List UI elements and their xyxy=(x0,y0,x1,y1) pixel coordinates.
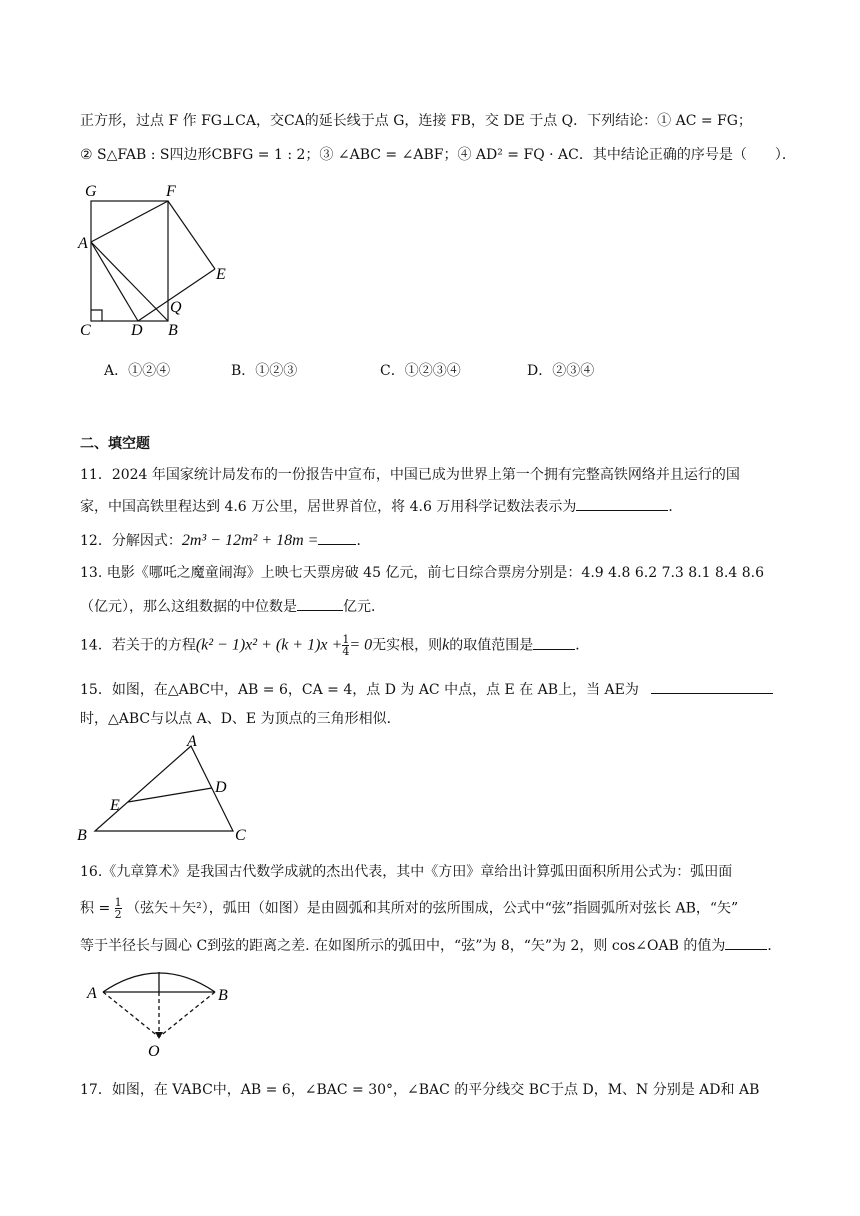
q10-label-b: B xyxy=(168,322,178,339)
q15-line1 xyxy=(80,679,773,699)
q10-line1: 正方形，过点 F 作 FG⊥CA，交CA的延长线于点 G，连接 FB，交 DE 于点 Q．下列结论：① AC = FG； xyxy=(80,113,752,129)
q14-answer-blank xyxy=(533,635,575,650)
q16-line3 xyxy=(80,935,781,955)
q11-line2-text: 家，中国高铁里程达到 4.6 万公里，居世界首位，将 4.6 万用科学记数法表示为 xyxy=(80,499,577,515)
q16-label-a: A xyxy=(87,985,97,1002)
q17-line1: 17．如图，在 VABC中，AB = 6，∠BAC = 30°，∠BAC 的平分线交 BC于点 D，M、N 分别是 AD和 AB xyxy=(80,1082,760,1098)
q12-expression: 2m³ − 12m² + 18m = xyxy=(181,532,319,549)
q10-label-q: Q xyxy=(170,299,182,316)
q16-line2-prefix: 积 = xyxy=(80,900,111,917)
q15-label-a: A xyxy=(187,734,197,750)
q13-answer-blank xyxy=(297,596,343,611)
q13-line2 xyxy=(80,596,385,616)
q14-frac-num: 1 xyxy=(342,633,350,646)
q14-suffix: 无实根，则 xyxy=(372,637,443,654)
section-title: 二、填空题 xyxy=(80,436,150,452)
q15-label-c: C xyxy=(235,827,246,844)
q12-answer-blank xyxy=(318,530,356,545)
q10-line2: ② S△FAB : S四边形CBFG = 1 : 2；③ ∠ABC = ∠ABF；④ AD² = FQ · AC．其中结论正确的序号是（ ）． xyxy=(80,147,796,163)
q15-label-d: D xyxy=(215,779,227,796)
q10-label-d: D xyxy=(131,322,143,339)
q10-label-c: C xyxy=(80,322,91,339)
q15-answer-blank xyxy=(651,679,773,694)
q14-frac-den: 4 xyxy=(342,645,350,658)
q16-fraction xyxy=(115,897,122,920)
q12-end: ． xyxy=(356,533,371,549)
q11-line2 xyxy=(80,496,682,516)
q14-prefix: 14．若关于的方程 xyxy=(80,637,196,654)
q10-option-b: B．①②③ xyxy=(231,363,298,379)
q14-end: ． xyxy=(575,637,590,654)
q11-line1: 11．2024 年国家统计局发布的一份报告中宣布，中国已成为世界上第一个拥有完整高铁网络并且运行的国 xyxy=(80,467,740,483)
q14-expr-a: (k² − 1)x² + (k + 1)x + xyxy=(195,636,343,654)
q16-label-b: B xyxy=(218,987,228,1004)
q15-line2: 时，△ABC与以点 A、D、E 为顶点的三角形相似． xyxy=(80,711,401,727)
q10-label-f: F xyxy=(166,183,176,200)
q16-figure xyxy=(84,960,244,1060)
q11-answer-blank xyxy=(576,496,668,511)
q16-line3-text: 等于半径长与圆心 C到弦的距离之差. 在如图所示的弧田中，“弦”为 8，“矢”为 2，则 cos∠OAB 的值为 xyxy=(80,938,726,954)
q10-label-a: A xyxy=(78,235,88,252)
q14-var: k xyxy=(442,636,450,654)
q10-option-a: A．①②④ xyxy=(104,363,171,379)
q16-line1: 16.《九章算术》是我国古代数学成就的杰出代表，其中《方田》章给出计算弧田面积所用公式为：弧田面 xyxy=(80,864,733,880)
q10-label-e: E xyxy=(216,266,226,283)
q16-label-o: O xyxy=(148,1043,160,1060)
q13-line2-end: 亿元． xyxy=(343,599,385,615)
q11-line2-end: ． xyxy=(668,499,683,515)
q15-label-e: E xyxy=(110,797,120,814)
q15-label-b: B xyxy=(77,827,87,844)
q16-frac-den: 2 xyxy=(114,908,122,921)
q10-option-d: D．②③④ xyxy=(527,363,595,379)
q14-line xyxy=(80,634,589,657)
q13-line1: 13. 电影《哪吒之魔童闹海》上映七天票房破 45 亿元，前七日综合票房分别是：4.9 4.8 6.2 7.3 8.1 8.4 8.6 xyxy=(80,565,764,581)
q16-line2-rest: （弦矢＋矢²），弧田（如图）是由圆弧和其所对的弦所围成，公式中“弦”指圆弧所对弦长 AB，“矢” xyxy=(126,900,739,917)
q16-frac-num: 1 xyxy=(114,896,122,909)
q12-text: 12．分解因式： xyxy=(80,533,182,549)
q16-line3-end: ． xyxy=(767,938,782,954)
q15-figure xyxy=(74,734,264,846)
q13-line2-text: （亿元），那么这组数据的中位数是 xyxy=(80,599,297,615)
q15-line1-text: 15．如图，在△ABC中，AB = 6，CA = 4，点 D 为 AC 中点，点 E 在 AB上，当 AE为 xyxy=(80,682,639,698)
q12-line xyxy=(80,530,370,550)
q10-figure xyxy=(76,180,236,340)
q14-suffix2: 的取值范围是 xyxy=(449,637,534,654)
q16-line2 xyxy=(80,897,738,920)
q14-expr-b: = 0 xyxy=(349,636,373,654)
q16-answer-blank xyxy=(725,935,767,950)
q10-option-c: C．①②③④ xyxy=(380,363,461,379)
q10-label-g: G xyxy=(85,183,97,200)
